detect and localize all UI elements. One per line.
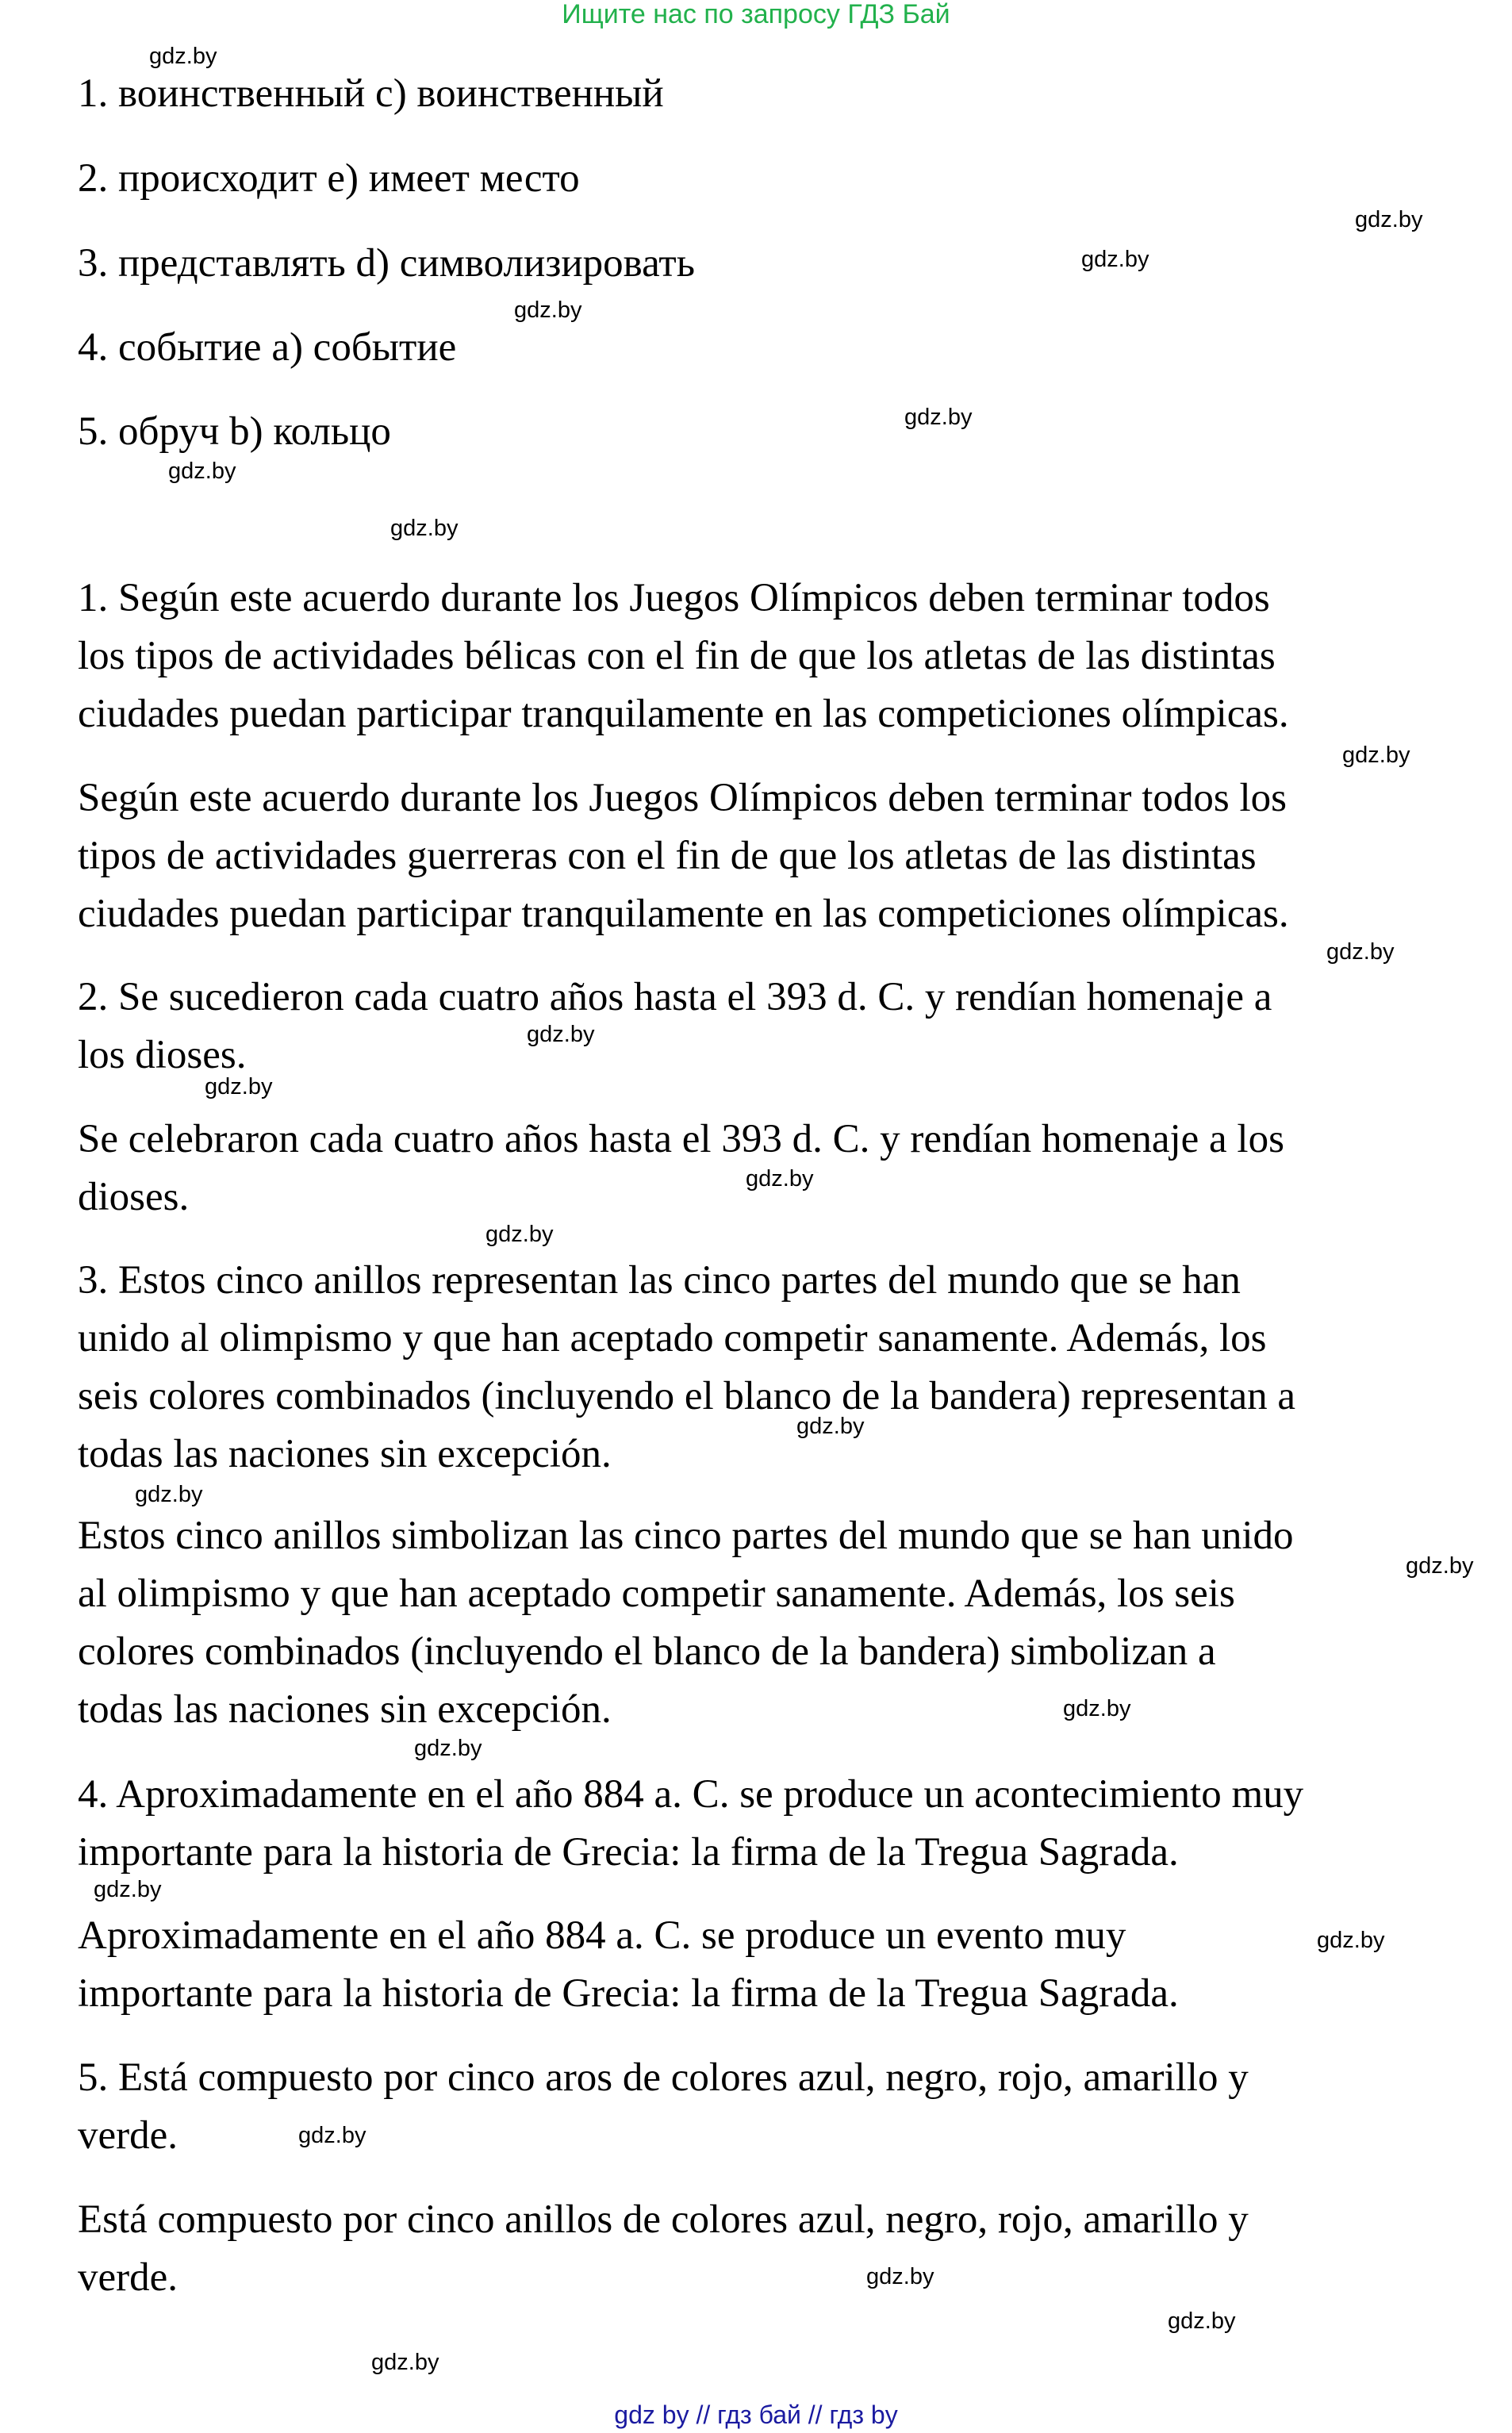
watermark: gdz.by bbox=[527, 1022, 595, 1047]
answer-3-synonym-line-2: al olimpismo y que han aceptado competir sanamente. Además, los seis bbox=[78, 1571, 1235, 1616]
answer-1-synonym-line-3: ciudades puedan participar tranquilamente en las competiciones olímpicas. bbox=[78, 892, 1289, 936]
answer-4-original-line-2: importante para la historia de Grecia: la firma de la Tregua Sagrada. bbox=[78, 1830, 1179, 1875]
vocab-line-2: 2. происходит e) имеет место bbox=[78, 156, 580, 201]
watermark: gdz.by bbox=[168, 459, 236, 484]
site-footer-links: gdz by // гдз бай // гдз by bbox=[614, 2400, 898, 2429]
watermark: gdz.by bbox=[414, 1736, 482, 1761]
watermark: gdz.by bbox=[94, 1877, 162, 1902]
watermark: gdz.by bbox=[1355, 207, 1423, 232]
answer-2-original-line-1: 2. Se sucedieron cada cuatro años hasta el 393 d. C. y rendían homenaje a bbox=[78, 975, 1272, 1019]
answer-4-synonym-line-2: importante para la historia de Grecia: la firma de la Tregua Sagrada. bbox=[78, 1971, 1179, 2016]
watermark: gdz.by bbox=[1406, 1553, 1474, 1579]
answer-2-synonym-line-1: Se celebraron cada cuatro años hasta el 393 d. C. y rendían homenaje a los bbox=[78, 1117, 1284, 1161]
watermark: gdz.by bbox=[135, 1482, 203, 1507]
watermark: gdz.by bbox=[149, 44, 217, 69]
watermark: gdz.by bbox=[746, 1166, 814, 1192]
answer-3-synonym-line-3: colores combinados (incluyendo el blanco de la bandera) simbolizan a bbox=[78, 1629, 1216, 1674]
watermark: gdz.by bbox=[514, 297, 582, 323]
watermark: gdz.by bbox=[1326, 939, 1395, 965]
watermark: gdz.by bbox=[205, 1074, 273, 1099]
watermark: gdz.by bbox=[390, 516, 459, 541]
watermark: gdz.by bbox=[371, 2350, 439, 2375]
vocab-line-3: 3. представлять d) символизировать bbox=[78, 241, 695, 286]
answer-3-original-line-3: seis colores combinados (incluyendo el blanco de la bandera) representan a bbox=[78, 1374, 1296, 1418]
answer-5-synonym-line-2: verde. bbox=[78, 2255, 178, 2300]
answer-1-original-line-2: los tipos de actividades bélicas con el fin de que los atletas de las distintas bbox=[78, 634, 1276, 678]
watermark: gdz.by bbox=[1317, 1928, 1385, 1953]
answer-2-synonym-line-2: dioses. bbox=[78, 1175, 190, 1219]
watermark: gdz.by bbox=[866, 2264, 934, 2289]
answer-5-original-line-1: 5. Está compuesto por cinco aros de colores azul, negro, rojo, amarillo y bbox=[78, 2055, 1249, 2100]
watermark: gdz.by bbox=[298, 2123, 366, 2148]
watermark: gdz.by bbox=[796, 1414, 865, 1439]
vocab-line-4: 4. событие a) событие bbox=[78, 325, 457, 370]
answer-1-synonym-line-1: Según este acuerdo durante los Juegos Olímpicos deben terminar todos los bbox=[78, 776, 1287, 820]
vocab-line-1: 1. воинственный c) воинственный bbox=[78, 71, 664, 116]
answer-3-original-line-1: 3. Estos cinco anillos representan las cinco partes del mundo que se han bbox=[78, 1258, 1241, 1303]
answer-5-original-line-2: verde. bbox=[78, 2113, 178, 2158]
watermark: gdz.by bbox=[1342, 743, 1410, 768]
answer-5-synonym-line-1: Está compuesto por cinco anillos de colores azul, negro, rojo, amarillo y bbox=[78, 2197, 1249, 2242]
answer-1-original-line-1: 1. Según este acuerdo durante los Juegos Olímpicos deben terminar todos bbox=[78, 576, 1270, 620]
answer-3-synonym-line-4: todas las naciones sin excepción. bbox=[78, 1687, 612, 1732]
answer-3-synonym-line-1: Estos cinco anillos simbolizan las cinco partes del mundo que se han unido bbox=[78, 1514, 1294, 1558]
site-search-banner: Ищите нас по запросу ГДЗ Бай bbox=[562, 0, 950, 29]
watermark: gdz.by bbox=[485, 1222, 554, 1247]
watermark: gdz.by bbox=[904, 405, 973, 430]
answer-3-original-line-2: unido al olimpismo y que han aceptado competir sanamente. Además, los bbox=[78, 1316, 1267, 1360]
answer-1-original-line-3: ciudades puedan participar tranquilamente en las competiciones olímpicas. bbox=[78, 692, 1289, 736]
answer-4-original-line-1: 4. Aproximadamente en el año 884 a. C. se produce un acontecimiento muy bbox=[78, 1772, 1304, 1817]
answer-4-synonym-line-1: Aproximadamente en el año 884 a. C. se produce un evento muy bbox=[78, 1913, 1126, 1958]
watermark: gdz.by bbox=[1063, 1696, 1131, 1721]
answer-3-original-line-4: todas las naciones sin excepción. bbox=[78, 1432, 612, 1476]
vocab-line-5: 5. обруч b) кольцо bbox=[78, 409, 391, 454]
watermark: gdz.by bbox=[1081, 247, 1149, 272]
answer-2-original-line-2: los dioses. bbox=[78, 1033, 247, 1077]
answer-1-synonym-line-2: tipos de actividades guerreras con el fin de que los atletas de las distintas bbox=[78, 834, 1257, 878]
watermark: gdz.by bbox=[1168, 2308, 1236, 2334]
